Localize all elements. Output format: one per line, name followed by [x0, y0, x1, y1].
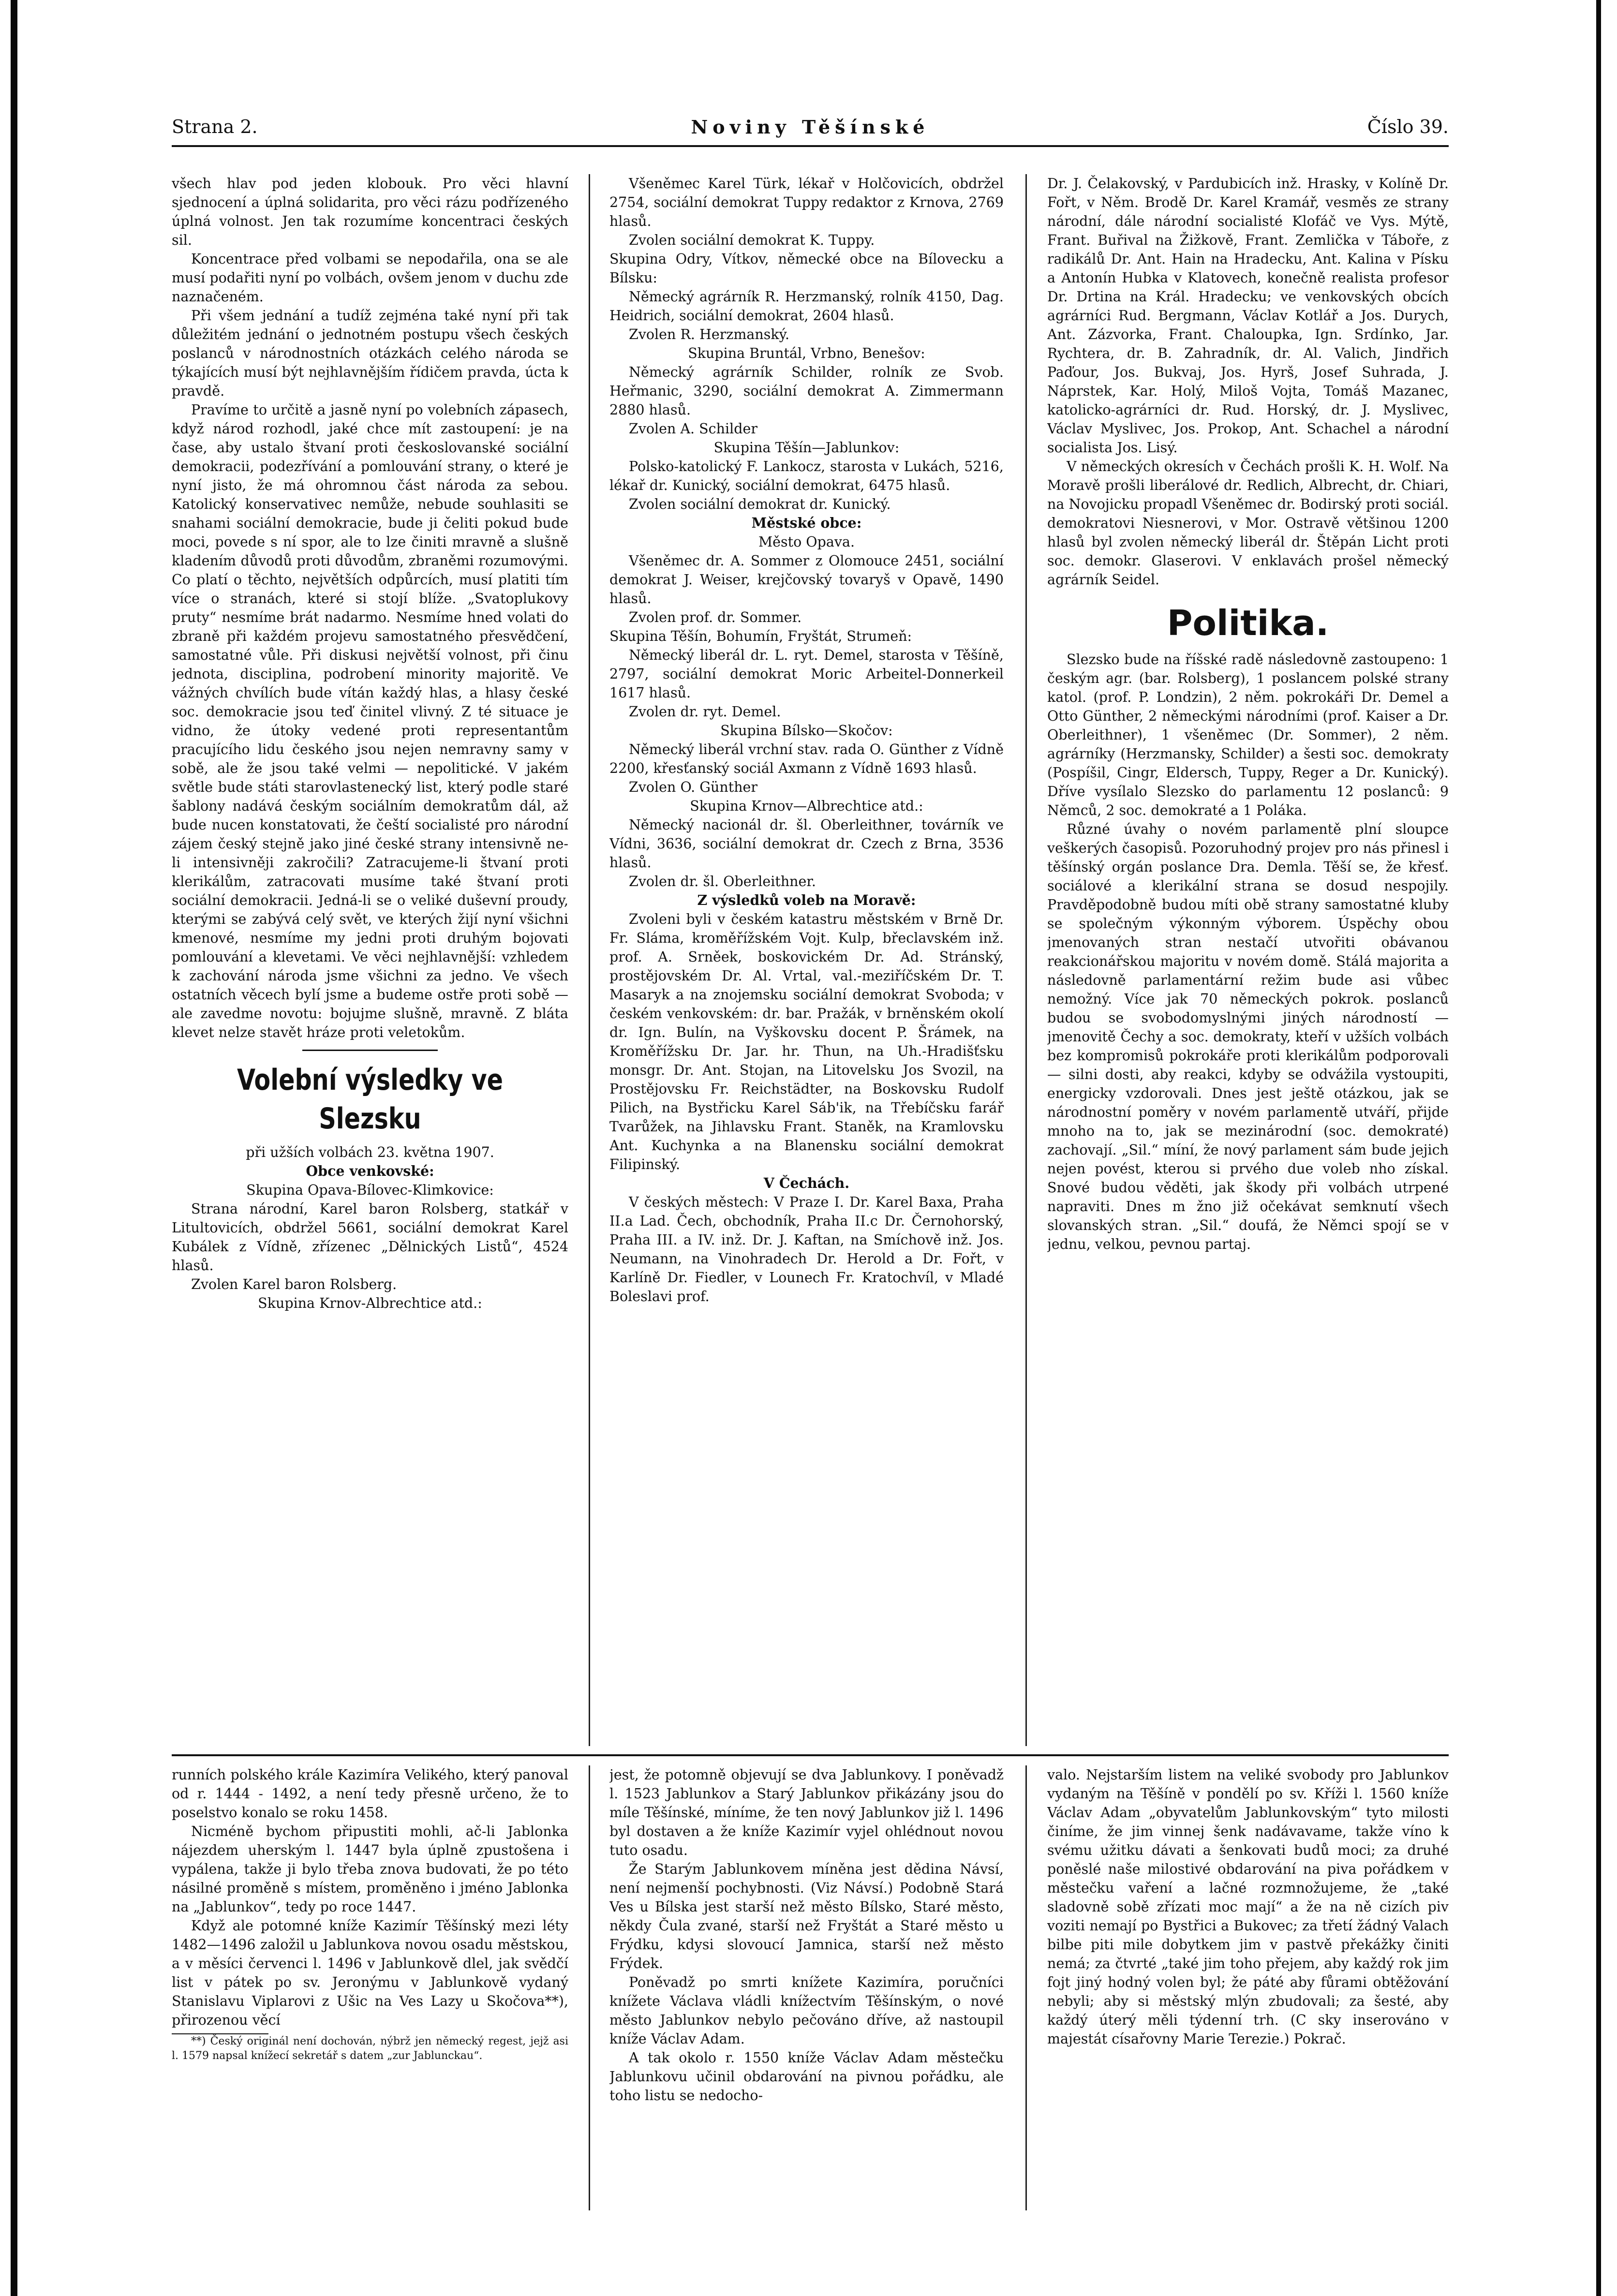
paragraph: runních polského krále Kazimíra Velikého, který panoval od r. 1444 - 1492, a není tedy přesně určeno, že to poselstvo konalo se roku 1458.	[172, 1767, 568, 1821]
paragraph: jest, že potomně objevují se dva Jablunkovy. I poněvadž l. 1523 Jablunkov a Starý Jablunkov přikázány jsou do míle Těšínské, míníme, že ten nový Jablunkov již l. 1496 byl dostaven a že kníže Kazimír vyjel ohlédnout novou tuto osadu.	[609, 1767, 1004, 1858]
divider	[302, 1050, 438, 1051]
paragraph: Když ale potomné kníže Kazimír Těšínský mezi léty 1482—1496 založil u Jablunkova novou osadu městskou, a v měsíci červenci l. 1496 v Jablunkově dlel, jak svědčí list v pátek po sv. Jeronýmu v Jablunkově vydaný Stanislavu Viplarovi z Ušic na Ves Lazy u Skočova**), přirozenou věcí	[172, 1918, 568, 2028]
page-number: Strana 2.	[172, 116, 258, 137]
feuilleton-rule	[172, 1754, 1449, 1756]
group-title: Skupina Odry, Vítkov, německé obce na Bílovecku a Bílsku:	[609, 251, 1004, 286]
column-2	[609, 174, 1004, 1306]
issue-number: Číslo 39.	[1367, 116, 1449, 137]
feuilleton-column-2	[609, 1765, 1004, 2105]
result-line: Zvolen dr. šl. Oberleithner.	[629, 874, 816, 889]
section-heading-politika: Politika.	[1167, 603, 1329, 643]
column-rule	[1025, 1765, 1027, 2210]
paragraph: Nicméně bychom připustiti mohli, ač-li Jablonka nájezdem uherským l. 1447 byla úplně zpustošena i vypálena, takže ji bylo třeba znova budovati, že po této násilné proměně s místem, proměněno i jméno Jablonka na „Jablunkov“, tedy po roce 1447.	[172, 1823, 568, 1915]
group-title: Skupina Krnov—Albrechtice atd.:	[690, 798, 923, 814]
column-rule	[589, 174, 590, 1746]
group-title: Skupina Opava-Bílovec-Klimkovice:	[246, 1182, 494, 1198]
result-line: Zvolen sociální demokrat K. Tuppy.	[629, 232, 875, 248]
footnote: **) Český originál není dochován, nýbrž jen německý regest, jejž asi l. 1579 napsal knížecí sekretář s datem „zur Jablunckau“.	[172, 2035, 568, 2062]
section-title: Městské obce:	[751, 515, 862, 531]
paragraph: všech hlav pod jeden klobouk. Pro věci hlavní sjednocení a úplná solidarita, pro věci rázu podřízeného úplná volnost. Jen tak rozumíme koncentraci českých sil.	[172, 176, 568, 248]
result-line: Zvolen A. Schilder	[629, 421, 757, 437]
paragraph: Zvoleni byli v českém katastru městském v Brně Dr. Fr. Sláma, kroměřížském Vojt. Kulp, břeclavském inž. prof. A. Srněek, boskovickém Dr. Ad. Stránský, prostějovském Dr. Al. Vrtal, val.-meziříčském Dr. T. Masaryk a na znojemsku sociální demokrat Svoboda; v českém venkovském: dr. bar. Pražák, v brněnském okolí dr. Ign. Bulín, na Vyškovsku docent P. Šrámek, na Kroměřížsku Dr. Jar. hr. Thun, na Uh.-Hradišťsku monsgr. Dr. Ant. Stojan, na Litovelsku Jos Svozil, na Prostějovsku Fr. Reichstädter, na Boskovsku Rudolf Pilich, na Bystřicku Karel Sáb'ik, na Třebíčsku farář Tvarůžek, na Jihlavsku Frant. Staněk, na Kramlovsku Ant. Kuchynka a na Blanensku sociální demokrat Filipinský.	[609, 911, 1004, 1172]
feuilleton-column-1	[172, 1765, 568, 2063]
paragraph: Všeněmec dr. A. Sommer z Olomouce 2451, sociální demokrat J. Weiser, krejčovský tovaryš v Opavě, 1490 hlasů.	[609, 553, 1004, 607]
column-rule	[589, 1765, 590, 2210]
article-headline: Volební výsledky ve Slezsku	[237, 1063, 503, 1136]
column-rule	[1025, 174, 1027, 1746]
group-title: Skupina Těšín—Jablunkov:	[713, 440, 900, 456]
paragraph: valo. Nejstarším listem na veliké svobody pro Jablunkov vydaným na Těšíně v pondělí po sv. Kříži l. 1560 kníže Václav Adam „obyvatelům Jablunkovským“ tyto milosti činíme, že jim vinnej šenk nadávavame, takže víno k svému užitku dávati a šenkovati budů moci; za druhé poněslé naše milostivé obdarování na piva pořádkem v městečku vaření a lačné rozmnožujeme, že „také sladovně sobě zřízati moc mají“ a že na ně cizích piv voziti nemají po Bystřici a Bukovec; za třetí žádný Valach bilbe piti mile dobytkem jim v pastvě překážky činiti nemá; za čtvrté „také jim toho přejem, aby každý rok jim fojt jiný hodný volen byl; že páté aby fůrami obtěžování nebyli; aby si městský mlýn zbudovali; za šesté, aby každý úterý měli týdenní trh. (C sky inserováno v majestát císařovny Marie Terezie.) Pokrač.	[1047, 1767, 1449, 2047]
subheadline: při užších volbách 23. května 1907.	[246, 1144, 494, 1160]
group-title: Skupina Krnov-Albrechtice atd.:	[258, 1295, 482, 1311]
paragraph: Strana národní, Karel baron Rolsberg, statkář v Litultovicích, obdržel 5661, sociální demokrat Karel Kubálek z Vídně, zřízenec „Dělnických Listů“, 4524 hlasů.	[172, 1201, 568, 1274]
paragraph: V českých městech: V Praze I. Dr. Karel Baxa, Praha II.a Lad. Čech, obchodník, Praha II.c Dr. Černohorský, Praha III. a IV. inž. Dr. J. Kaftan, na Smíchově inž. Jos. Neumann, na Vinohradech Dr. Herold a Dr. Fořt, v Karlíně Dr. Fiedler, v Lounech Fr. Kratochvíl, v Mladé Boleslavi prof.	[609, 1194, 1004, 1304]
result-line: Zvolen prof. dr. Sommer.	[629, 609, 802, 625]
paragraph: Polsko-katolický F. Lankocz, starosta v Lukách, 5216, lékař dr. Kunický, sociální demokrat, 6475 hlasů.	[609, 459, 1004, 493]
group-title: Město Opava.	[758, 534, 855, 550]
feuilleton-column-3	[1047, 1765, 1449, 2048]
section-title: Obce venkovské:	[306, 1163, 434, 1179]
paragraph: Německý agrárník R. Herzmanský, rolník 4150, Dag. Heidrich, sociální demokrat, 2604 hlasů.	[609, 289, 1004, 324]
paragraph: Německý liberál vrchní stav. rada O. Günther z Vídně 2200, křesťanský sociál Axmann z Vídně 1693 hlasů.	[609, 741, 1004, 776]
result-line: Zvolen Karel baron Rolsberg.	[191, 1276, 397, 1292]
paragraph: Dr. J. Čelakovský, v Pardubicích inž. Hrasky, v Kolíně Dr. Fořt, v Něm. Brodě Dr. Karel Kramář, vesměs ze strany národní, dále národní socialisté Klofáč ve Vys. Mýtě, Frant. Buřival na Žižkově, Frant. Zemlička v Táboře, z radikálů Dr. Ant. Hain na Hradecku, Ant. Kalina v Písku a Antonín Hubka v Klatovech, konečně realista profesor Dr. Drtina na Král. Hradecku; ve venkovských obcích agrárníci Rud. Bergmann, Václav Kotlář a Jos. Durych, Ant. Zázvorka, Frant. Chaloupka, Ign. Srdínko, Jar. Rychtera, dr. B. Zahradník, dr. Al. Valich, Jindřich Paďour, Jos. Bukvaj, Jos. Hyrš, Josef Suhrada, J. Náprstek, Kar. Holý, Miloš Vojta, Tomáš Mazanec, katolicko-agrárníci dr. Rud. Horský, dr. J. Myslivec, Václav Myslivec, Jos. Prokop, Ant. Schachel a národní socialista Jos. Lisý.	[1047, 176, 1449, 456]
paragraph: Že Starým Jablunkovem míněna jest dědina Návsí, není nejmenší pochybnosti. (Viz Návsí.) Podobně Stará Ves u Bílska jest starší než město Bílsko, Staré město, někdy Čula zvané, starší než Fryštát a Staré město u Frýdku, kdysi slovoucí Jamnica, starší než město Frýdek.	[609, 1861, 1004, 1971]
section-title: Z výsledků voleb na Moravě:	[697, 892, 916, 908]
scan-border-left	[11, 0, 17, 2296]
newspaper-title: Noviny Těšínské	[691, 116, 930, 138]
group-title: Skupina Bruntál, Vrbno, Benešov:	[688, 345, 925, 361]
paragraph: Německý nacionál dr. šl. Oberleithner, továrník ve Vídni, 3636, sociální demokrat dr. Czech z Brna, 3536 hlasů.	[609, 817, 1004, 871]
paragraph: V německých okresích v Čechách prošli K. H. Wolf. Na Moravě prošli liberálové dr. Redlich, Albrecht, dr. Chiari, na Novojicku propadl Všeněmec dr. Bodirský proti sociál. demokratovi Niesnerovi, v Mor. Ostravě většinou 1200 hlasů byl zvolen německý liberál dr. Štěpán Licht proti soc. demokr. Glaserovi. V enklavách prošel německý agrárník Seidel.	[1047, 459, 1449, 588]
column-1	[172, 174, 568, 1313]
group-title: Skupina Těšín, Bohumín, Fryštát, Strumeň:	[609, 628, 912, 644]
page-header	[172, 111, 1449, 140]
paragraph: Německý agrárník Schilder, rolník ze Svob. Heřmanic, 3290, sociální demokrat A. Zimmermann 2880 hlasů.	[609, 364, 1004, 418]
paragraph: Při všem jednání a tudíž zejména také nyní při tak důležitém jednání o jednotném postupu všech českých poslanců v národnostních otázkách celého národa se týkajících musí být nejhlavnějším řídičem pravda, úcta k pravdě.	[172, 308, 568, 399]
scan-border-right	[1596, 0, 1601, 2296]
header-rule	[172, 145, 1449, 147]
paragraph: Koncentrace před volbami se nepodařila, ona se ale musí podařiti nyní po volbách, ovšem jenom v duchu zde naznačeném.	[172, 251, 568, 305]
newspaper-page	[172, 111, 1449, 2210]
result-line: Zvolen dr. ryt. Demel.	[629, 704, 781, 720]
paragraph: Všeněmec Karel Türk, lékař v Holčovicích, obdržel 2754, sociální demokrat Tuppy redaktor z Krnova, 2769 hlasů.	[609, 176, 1004, 229]
paragraph: Německý liberál dr. L. ryt. Demel, starosta v Těšíně, 2797, sociální demokrat Moric Arbeitel-Donnerkeil 1617 hlasů.	[609, 647, 1004, 701]
column-3	[1047, 174, 1449, 1254]
paragraph: Pravíme to určitě a jasně nyní po volebních zápasech, když národ rozhodl, jaké chce mít zastoupení: je na čase, aby ustalo štvaní proti českoslovanské sociální demokracii, podezřívání a pomlouvání strany, o které je nyní jisto, že má ohromnou část národa za sebou. Katolický konservativec nemůže, nebude souhlasiti se snahami sociální demokracie, bude ji čeliti pokud bude moci, povede s ní spor, ale to lze činiti mravně a slušně kladením důvodů proti důvodům, zbraněmi rozumovými. Co platí o těchto, největších odpůrcích, musí platiti tím více o stranách, které si stojí blíže. „Svatoplukovy pruty“ nesmíme brát nadarmo. Nesmíme hned volati do zbraně při každém projevu samostatného přesvědčení, samostatné vůle. Při diskusi největší volnost, při činu jednota, disciplina, podrobení minority majoritě. Ve vážných chvílích bude vítán každý hlas, a hlasy české soc. demokracie jsou teď činitel vlivný. Z té situace je vidno, že útoky vedené proti representantům pracujícího lidu českého jsou nejen nemravny samy v sobě, ale že jsou také velmi — nepolitické. V jakém světle bude státi starovlastenecký list, který podle staré šablony nadává českým sociálním demokratům dál, až bude nucen konstatovati, že čeští socialisté pro národní zájem český stejně jako jiné české strany intensivně ne-li intensivněji zakročili? Zatracujeme-li štvaní proti klerikálům, zatracovati musíme také štvaní proti sociální demokracii. Jedná-li se o veliké duševní proudy, kterými se zabývá celý svět, ve kterých žijí nyní všichni kmenové, nesmíme my jedni proti druhým bojovati pomlouvání a klevetami. Ve věci nejhlavnější: vzhledem k zachování národa jsme všichni za jedno. Ve všech ostatních věcech bylí jsme a budeme ostře proti sobě — ale zavedme novotu: bojujme slušně, mravně. Z bláta klevet nelze stavět hráze proti veletokům.	[172, 402, 568, 1040]
result-line: Zvolen O. Günther	[629, 779, 758, 795]
paragraph: Poněvadž po smrti knížete Kazimíra, poručníci knížete Václava vládli knížectvím Těšínským, o nové město Jablunkov nebylo pečováno dříve, až nastoupil kníže Václav Adam.	[609, 1974, 1004, 2047]
paragraph: Různé úvahy o novém parlamentě plní sloupce veškerých časopisů. Pozoruhodný projev pro nás přinesl i těšínský orgán poslance Dra. Demla. Těší se, že křesť. sociálové a klerikální strana se dosud nespojily. Pravděpodobně budou míti obě strany samostatné kluby se společným výkonným výborem. Úspěchy obou jmenovaných stran nestačí utvořiti obávanou reakcionářskou majoritu v novém domě. Stálá majorita a následovně parlamentární režim bude asi vůbec nemožný. Více jak 70 německých pokrok. poslanců budou se svobodomyslnými jiných národností — jmenovitě Čechy a soc. demokraty, kteří v užších volbách bez kompromisů pokrokáře proti klerikálům podporovali — silni dosti, aby reakci, kdyby se odvážila vystoupiti, energicky vzdorovali. Dnes jest ještě otázkou, jak se národnostní poměry v novém parlamentě utváří, přijde mnoho na to, jak se mezinárodní (soc. demokraté) zachovají. „Sil.“ míní, že nový parlament sám bude jejich nejen povést, kterou si prvého due voleb nho získal. Snové budou věděti, jak škody při volbách utrpené napraviti. Dnes m žno již očekávat semknutí všech slovanských stran. „Sil.“ doufá, že Němci spojí se v jednu, velkou, pevnou partaj.	[1047, 821, 1449, 1252]
result-line: Zvolen R. Herzmanský.	[629, 326, 790, 342]
group-title: Skupina Bílsko—Skočov:	[720, 723, 893, 739]
section-title: V Čechách.	[763, 1175, 850, 1191]
paragraph: A tak okolo r. 1550 kníže Václav Adam městečku Jablunkovu učinil obdarování na pivnou pořádku, ale toho listu se nedocho-	[609, 2050, 1004, 2103]
paragraph: Slezsko bude na říšské radě následovně zastoupeno: 1 českým agr. (bar. Rolsberg), 1 poslancem polské strany katol. (prof. P. Londzin), 2 něm. pokrokáři Dr. Demel a Otto Günther, 2 německými národními (prof. Kaiser a Dr. Oberleithner), 1 všeněmec (Dr. Sommer), 2 něm. agrárníky (Herzmansky, Schilder) a šesti soc. demokraty (Pospíšil, Cingr, Eldersch, Tuppy, Reger a Dr. Kunický). Dříve vysílalo Slezsko do parlamentu 12 poslanců: 9 Němců, 2 soc. demokraté a 1 Poláka.	[1047, 652, 1449, 818]
result-line: Zvolen sociální demokrat dr. Kunický.	[629, 496, 891, 512]
